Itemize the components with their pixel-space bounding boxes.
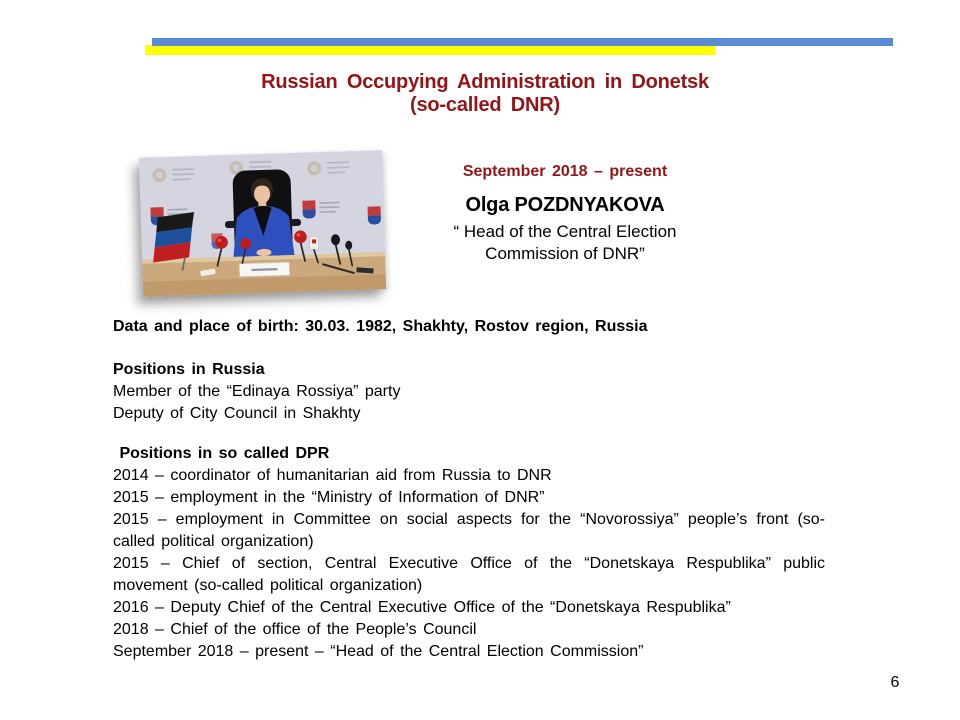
section-heading-russia: Positions in Russia (113, 361, 265, 378)
russia-item-1: Member of the “Edinaya Rossiya” party (113, 383, 401, 400)
press-conference-photo (139, 150, 386, 297)
section-heading-dpr: Positions in so called DPR (113, 445, 330, 462)
profile-role-line-1: “ Head of the Central Election (453, 222, 677, 241)
top-bar-yellow (145, 45, 716, 55)
nameplate (239, 262, 289, 277)
dpr-item-1: 2014 – coordinator of humanitarian aid from Russia to DNR (113, 467, 552, 484)
page-number: 6 (890, 674, 900, 691)
slide-title (130, 71, 840, 117)
bio-text (113, 316, 825, 663)
russia-item-2: Deputy of City Council in Shakhty (113, 405, 361, 422)
dpr-item-5: 2016 – Deputy Chief of the Central Executive Office of the “Donetskaya Respublika” (113, 599, 731, 616)
photo-illustration (139, 150, 386, 297)
dpr-item-4: 2015 – Chief of section, Central Executive Office of the “Donetskaya Respublika” public movement (so-called political organization) (113, 555, 825, 594)
profile-name: Olga POZDNYAKOVA (465, 194, 665, 216)
profile-block (420, 163, 710, 265)
top-bar-blue (152, 38, 893, 46)
profile-role-line-2: Commission of DNR” (485, 244, 645, 263)
dpr-item-2: 2015 – employment in the “Ministry of Information of DNR” (113, 489, 545, 506)
dpr-item-7: September 2018 – present – “Head of the Central Election Commission” (113, 643, 644, 660)
dpr-item-6: 2018 – Chief of the office of the People’s Council (113, 621, 477, 638)
title-line-2: (so-called DNR) (410, 94, 560, 116)
title-line-1: Russian Occupying Administration in Donetsk (261, 71, 709, 93)
dpr-item-3: 2015 – employment in Committee on social aspects for the “Novorossiya” people’s front (so-called political organization) (113, 511, 825, 550)
profile-period: September 2018 – present (462, 163, 668, 180)
birth-line: Data and place of birth: 30.03. 1982, Shakhty, Rostov region, Russia (113, 318, 648, 335)
